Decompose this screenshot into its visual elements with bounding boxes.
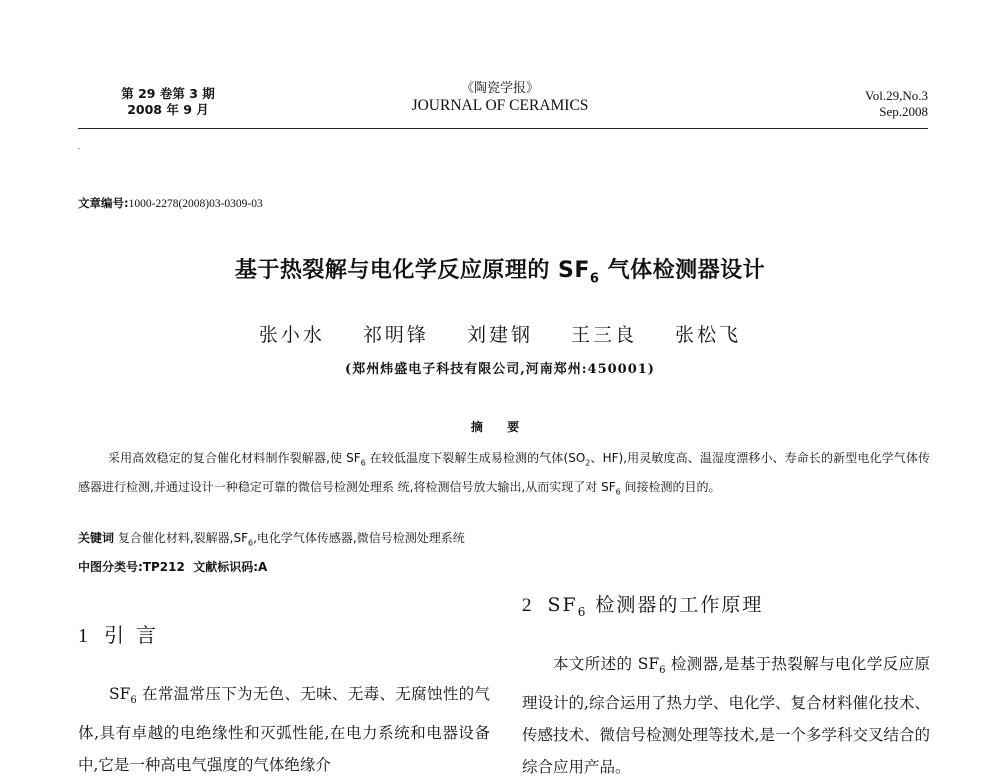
publication-date: 2008 年 9 月: [127, 102, 209, 117]
body-text: SF: [109, 685, 131, 703]
abstract-text: 、HF),用灵敏度高、温湿度漂移小、寿命长的新型电化学气体传感器进行检测,并通过设计一种稳定可靠的微信号检测处理系 统,将检测信号放大输出,从而实现了对 SF: [78, 451, 930, 495]
running-header-left: [78, 86, 258, 118]
author-list: [0, 320, 1000, 347]
article-number: [78, 195, 263, 211]
title-subscript: 6: [589, 271, 600, 287]
abstract-body: [78, 446, 930, 505]
header-rule: [78, 128, 928, 129]
volume-issue-en: Vol.29,No.3: [865, 88, 928, 103]
abstract-sub: 6: [360, 458, 366, 468]
section-title: 引言: [104, 623, 168, 647]
abstract-text: 在较低温度下裂解生成易检测的气体(SO: [365, 451, 586, 465]
publication-date-en: Sep.2008: [879, 104, 928, 119]
author: 张松飞: [675, 324, 742, 346]
clc-value: TP212: [142, 560, 185, 574]
section-title: SF: [547, 594, 578, 616]
section-title: 检测器的工作原理: [587, 594, 764, 616]
classification-line: [78, 558, 267, 575]
journal-name-cn: 《陶瓷学报》: [460, 81, 539, 96]
title-text-a: 基于热裂解与电化学反应原理的 SF: [234, 258, 590, 283]
article-number-value: 1000-2278(2008)03-0309-03: [128, 198, 263, 210]
section-heading-2: [522, 590, 763, 619]
paper-title: [0, 253, 1000, 286]
author: 祁明锋: [362, 324, 429, 346]
section-number: 2: [522, 595, 534, 616]
keywords: [78, 529, 930, 547]
article-number-label: 文章编号:: [78, 196, 129, 210]
body-sub: 6: [659, 665, 666, 677]
doc-code-label: 文献标识码:: [193, 560, 259, 574]
clc-label: 中图分类号:: [78, 560, 143, 574]
abstract-text: 采用高效稳定的复合催化材料制作裂解器,使 SF: [108, 451, 361, 465]
running-header-right: [800, 88, 928, 120]
affiliation: (郑州炜盛电子科技有限公司,河南郑州:450001): [345, 362, 655, 377]
body-text: 检测器,是基于热裂解与电化学反应原理设计的,综合运用了热力学、电化学、复合材料催化技术、传感技术、微信号检测处理等技术,是一个多学科交叉结合的综合应用产品。: [522, 655, 930, 777]
section-heading-1: [78, 619, 168, 648]
keywords-sub: 6: [247, 538, 254, 548]
abstract-text: 间接检测的目的。: [620, 480, 721, 495]
body-sub: 6: [130, 695, 137, 707]
section-number: 1: [78, 625, 90, 647]
title-text-b: 气体检测器设计: [599, 258, 766, 283]
body-text: 本文所述的 SF: [553, 655, 660, 673]
author: 王三良: [571, 324, 638, 346]
keywords-text: ,电化学气体传感器,微信号检测处理系统: [253, 531, 465, 545]
keywords-label: 关键词: [78, 531, 115, 545]
abstract-heading: 摘 要: [470, 420, 530, 434]
author: 张小水: [258, 324, 325, 346]
right-column-paragraph: [522, 648, 930, 783]
running-header-center: [380, 80, 620, 114]
author: 刘建钢: [466, 324, 533, 346]
scan-mark: [78, 148, 80, 149]
doc-code-value: A: [258, 560, 268, 574]
left-column-paragraph: [78, 678, 490, 781]
journal-name-en: JOURNAL OF CERAMICS: [411, 97, 589, 114]
body-text: 在常温常压下为无色、无味、无毒、无腐蚀性的气体,具有卓越的电绝缘性和灭弧性能,在电力系统和电器设备中,它是一种高电气强度的气体绝缘介: [78, 685, 490, 775]
volume-issue: 第 29 卷第 3 期: [121, 86, 215, 101]
keywords-text: 复合催化材料,裂解器,SF: [114, 531, 248, 545]
abstract-sub: 6: [615, 487, 621, 497]
section-title-sub: 6: [577, 604, 588, 619]
abstract-sub: 2: [585, 458, 591, 468]
